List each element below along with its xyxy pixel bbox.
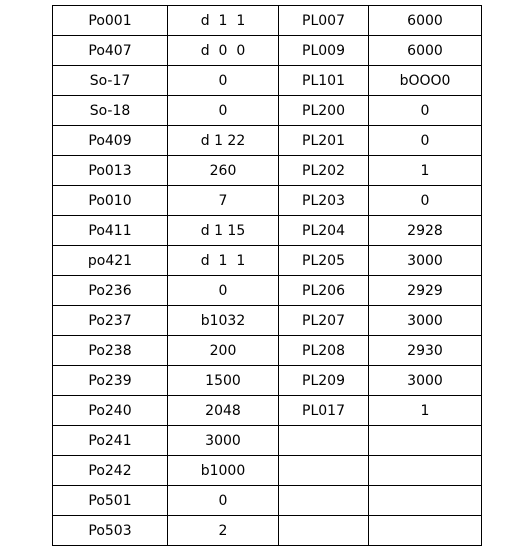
right-param-code: PL007 (279, 6, 369, 36)
left-param-code: Po503 (53, 516, 168, 546)
left-param-code: Po239 (53, 366, 168, 396)
table-row (53, 186, 482, 216)
right-param-code: PL201 (279, 126, 369, 156)
right-param-code: PL209 (279, 366, 369, 396)
table-row (53, 66, 482, 96)
right-param-code: PL101 (279, 66, 369, 96)
left-param-code: So-18 (53, 96, 168, 126)
left-param-code: po421 (53, 246, 168, 276)
table-row (53, 96, 482, 126)
left-param-value: d 1 1 (168, 246, 279, 276)
table-row (53, 366, 482, 396)
left-param-value: 0 (168, 96, 279, 126)
left-param-code: Po407 (53, 36, 168, 66)
left-param-code: Po240 (53, 396, 168, 426)
left-param-value: 2048 (168, 396, 279, 426)
table-row (53, 396, 482, 426)
table-row (53, 456, 482, 486)
table-row (53, 336, 482, 366)
right-param-code: PL203 (279, 186, 369, 216)
right-param-code: PL009 (279, 36, 369, 66)
right-param-code (279, 486, 369, 516)
right-param-value: 1 (369, 156, 482, 186)
right-param-code (279, 426, 369, 456)
left-param-code: Po238 (53, 336, 168, 366)
right-param-value: 0 (369, 126, 482, 156)
right-param-code: PL017 (279, 396, 369, 426)
right-param-value (369, 486, 482, 516)
table-row (53, 216, 482, 246)
left-param-value: 260 (168, 156, 279, 186)
left-param-code: Po236 (53, 276, 168, 306)
left-param-value: 3000 (168, 426, 279, 456)
table-row (53, 6, 482, 36)
left-param-value: 0 (168, 486, 279, 516)
table-row (53, 306, 482, 336)
right-param-value: 0 (369, 96, 482, 126)
right-param-value: 2928 (369, 216, 482, 246)
left-param-code: Po411 (53, 216, 168, 246)
right-param-code (279, 516, 369, 546)
left-param-value: 2 (168, 516, 279, 546)
table-row (53, 36, 482, 66)
left-param-value: d 0 0 (168, 36, 279, 66)
right-param-value (369, 516, 482, 546)
right-param-code (279, 456, 369, 486)
right-param-value: 6000 (369, 6, 482, 36)
right-param-code: PL202 (279, 156, 369, 186)
left-param-value: d 1 22 (168, 126, 279, 156)
right-param-value: 1 (369, 396, 482, 426)
left-param-code: Po237 (53, 306, 168, 336)
right-param-code: PL206 (279, 276, 369, 306)
left-param-value: b1032 (168, 306, 279, 336)
table-row (53, 156, 482, 186)
right-param-code: PL208 (279, 336, 369, 366)
right-param-value (369, 426, 482, 456)
left-param-code: Po001 (53, 6, 168, 36)
parameter-table-body (53, 6, 482, 546)
right-param-value: 2930 (369, 336, 482, 366)
left-param-value: d 1 15 (168, 216, 279, 246)
parameter-table (52, 5, 482, 546)
table-row (53, 246, 482, 276)
right-param-value: 3000 (369, 306, 482, 336)
table-row (53, 516, 482, 546)
left-param-value: d 1 1 (168, 6, 279, 36)
table-row (53, 276, 482, 306)
left-param-code: So-17 (53, 66, 168, 96)
right-param-value (369, 456, 482, 486)
left-param-code: Po241 (53, 426, 168, 456)
right-param-value: 0 (369, 186, 482, 216)
left-param-value: 0 (168, 276, 279, 306)
left-param-code: Po242 (53, 456, 168, 486)
right-param-code: PL207 (279, 306, 369, 336)
table-row (53, 486, 482, 516)
right-param-value: bOOO0 (369, 66, 482, 96)
right-param-value: 3000 (369, 366, 482, 396)
left-param-value: 7 (168, 186, 279, 216)
left-param-code: Po013 (53, 156, 168, 186)
left-param-code: Po010 (53, 186, 168, 216)
left-param-code: Po501 (53, 486, 168, 516)
left-param-value: b1000 (168, 456, 279, 486)
table-row (53, 426, 482, 456)
right-param-value: 2929 (369, 276, 482, 306)
table-row (53, 126, 482, 156)
right-param-code: PL200 (279, 96, 369, 126)
right-param-value: 6000 (369, 36, 482, 66)
right-param-code: PL205 (279, 246, 369, 276)
right-param-value: 3000 (369, 246, 482, 276)
left-param-value: 1500 (168, 366, 279, 396)
left-param-value: 0 (168, 66, 279, 96)
right-param-code: PL204 (279, 216, 369, 246)
left-param-value: 200 (168, 336, 279, 366)
left-param-code: Po409 (53, 126, 168, 156)
